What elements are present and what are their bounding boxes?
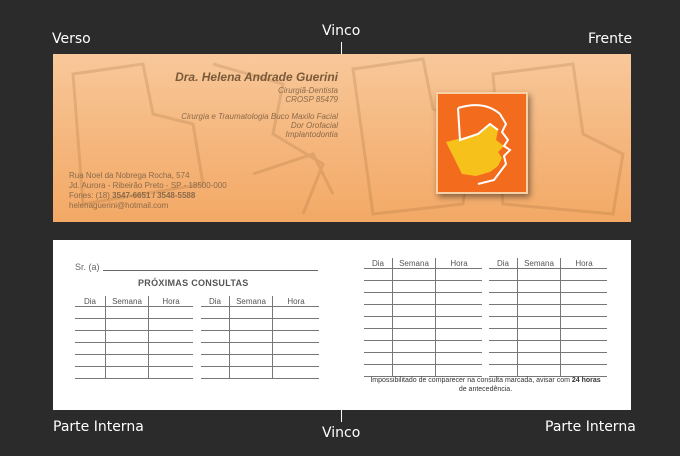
table-row bbox=[75, 307, 193, 319]
col-hora: Hora bbox=[561, 258, 608, 269]
specialty-2: Dor Orofacial bbox=[290, 121, 338, 130]
label-verso: Verso bbox=[52, 31, 91, 47]
table-row bbox=[364, 269, 482, 281]
table-row bbox=[489, 341, 607, 353]
doctor-cro: CROSP 85479 bbox=[285, 95, 338, 104]
label-frente: Frente bbox=[588, 31, 633, 47]
col-semana: Semana bbox=[106, 296, 149, 307]
specialty-1: Cirurgia e Traumatologia Buco Maxilo Facial bbox=[181, 112, 338, 121]
col-dia: Dia bbox=[208, 296, 221, 306]
table-row bbox=[75, 355, 193, 367]
phones bbox=[69, 191, 195, 200]
table-row bbox=[201, 355, 319, 367]
table-row bbox=[364, 281, 482, 293]
specialty-3: Implantodontia bbox=[285, 130, 338, 139]
table-row bbox=[75, 331, 193, 343]
col-hora: Hora bbox=[149, 296, 194, 307]
table-row bbox=[364, 341, 482, 353]
address-line-2: Jd. Aurora - Ribeirão Preto - SP - 18500-000 bbox=[69, 181, 227, 190]
doctor-name: Dra. Helena Andrade Guerini bbox=[175, 70, 338, 84]
schedule-table-4 bbox=[489, 258, 607, 377]
phones-numbers: 3547-6651 / 3548-5588 bbox=[112, 191, 196, 200]
table-row bbox=[489, 281, 607, 293]
card-front bbox=[53, 54, 631, 222]
label-vinco-top: Vinco bbox=[322, 23, 361, 39]
address-line-1: Rua Noel da Nobrega Rocha, 574 bbox=[69, 171, 190, 180]
table-row bbox=[364, 293, 482, 305]
table-row bbox=[75, 319, 193, 331]
dental-profile-logo bbox=[436, 92, 528, 194]
email: helenaguerini@hotmail.com bbox=[69, 201, 169, 210]
table-row bbox=[201, 367, 319, 379]
table-row bbox=[489, 305, 607, 317]
fold-mark-bottom bbox=[341, 410, 342, 422]
table-row bbox=[364, 365, 482, 377]
table-row bbox=[489, 293, 607, 305]
label-parte-interna-right: Parte Interna bbox=[545, 419, 636, 435]
schedule-table-3 bbox=[364, 258, 482, 377]
table-row bbox=[489, 353, 607, 365]
appointments-heading: PRÓXIMAS CONSULTAS bbox=[138, 278, 249, 288]
col-dia: Dia bbox=[496, 258, 509, 268]
note-text-1: Impossibilitado de comparecer na consulta marcada, avisar com bbox=[370, 377, 572, 384]
note-text-2: de antecedência. bbox=[458, 386, 513, 393]
col-hora: Hora bbox=[273, 296, 320, 307]
patient-name-line bbox=[103, 270, 318, 271]
table-row bbox=[489, 365, 607, 377]
patient-name-label: Sr. (a) bbox=[75, 262, 100, 272]
col-semana: Semana bbox=[230, 296, 273, 307]
schedule-table-1 bbox=[75, 296, 193, 379]
col-dia: Dia bbox=[83, 296, 96, 306]
col-semana: Semana bbox=[393, 258, 436, 269]
col-dia: Dia bbox=[371, 258, 384, 268]
fold-mark-top bbox=[341, 42, 342, 54]
table-row bbox=[364, 329, 482, 341]
table-row bbox=[489, 269, 607, 281]
phones-prefix: Fones: (18) bbox=[69, 191, 113, 200]
table-row bbox=[201, 331, 319, 343]
table-row bbox=[489, 329, 607, 341]
table-row bbox=[364, 317, 482, 329]
note-bold: 24 horas bbox=[571, 377, 601, 384]
col-hora: Hora bbox=[436, 258, 483, 269]
label-parte-interna-left: Parte Interna bbox=[53, 419, 144, 435]
col-semana: Semana bbox=[518, 258, 561, 269]
schedule-table-2 bbox=[201, 296, 319, 379]
table-row bbox=[201, 319, 319, 331]
table-row bbox=[201, 343, 319, 355]
cancellation-note bbox=[358, 376, 613, 394]
face-profile-icon bbox=[438, 94, 526, 192]
table-row bbox=[489, 317, 607, 329]
card-inner bbox=[53, 240, 631, 410]
table-row bbox=[364, 305, 482, 317]
table-row bbox=[364, 353, 482, 365]
table-row bbox=[75, 367, 193, 379]
table-row bbox=[201, 307, 319, 319]
table-row bbox=[75, 343, 193, 355]
label-vinco-bottom: Vinco bbox=[322, 425, 361, 441]
doctor-title: Cirurgiã-Dentista bbox=[277, 86, 338, 95]
